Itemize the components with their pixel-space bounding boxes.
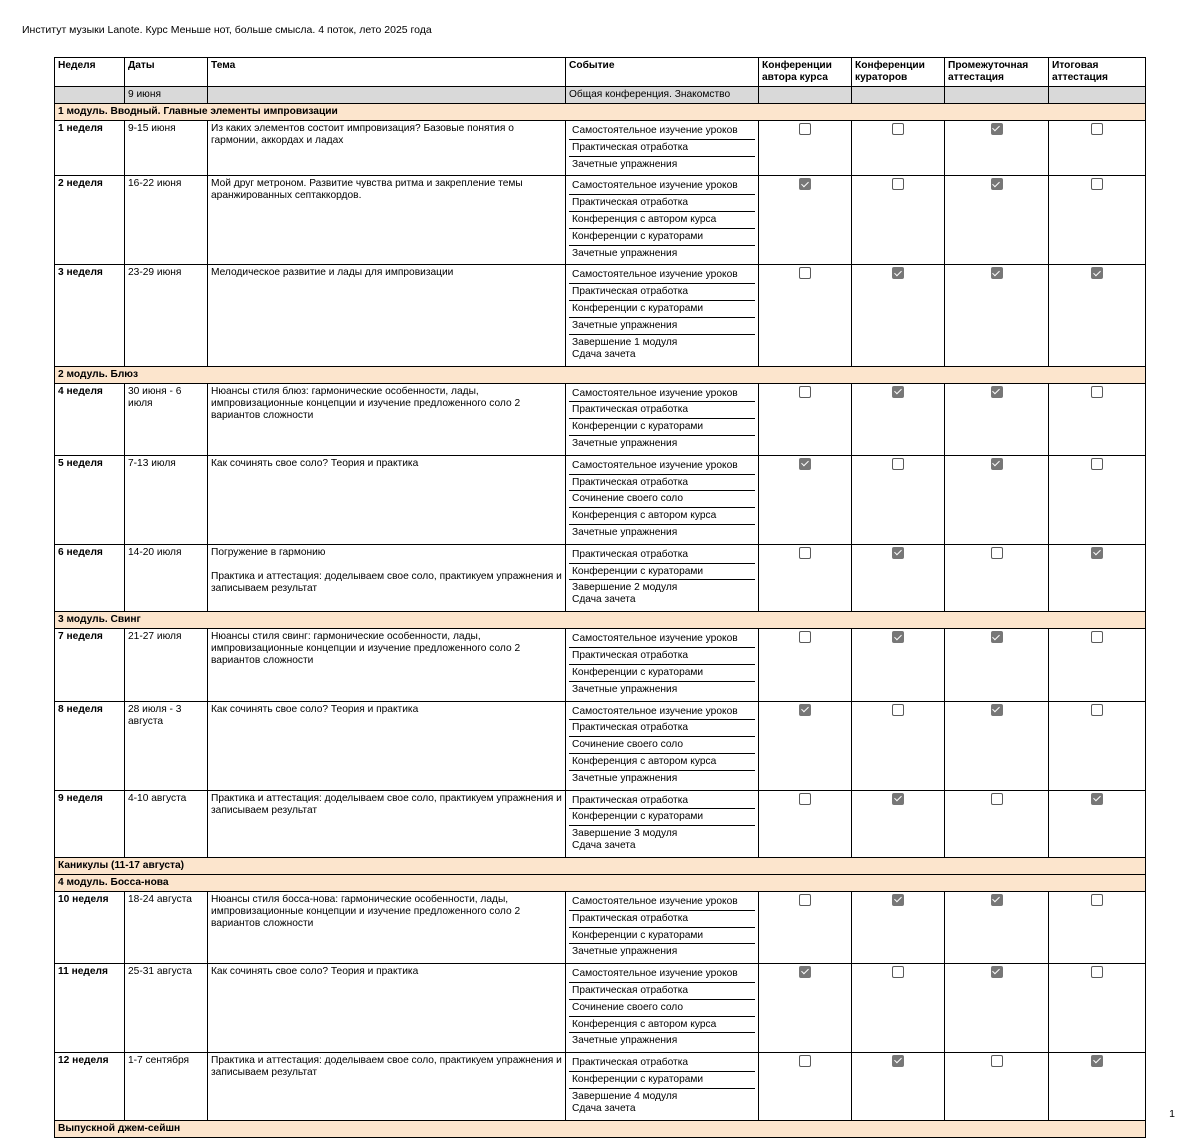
module-row bbox=[55, 366, 1146, 383]
week-dates: 16-22 июня bbox=[125, 176, 208, 265]
author-conference-checkbox-cell bbox=[759, 176, 852, 265]
week-dates: 7-13 июля bbox=[125, 455, 208, 544]
module-label: 2 модуль. Блюз bbox=[55, 366, 1146, 383]
week-events bbox=[566, 121, 759, 176]
final-attestation-checkbox[interactable] bbox=[1091, 704, 1103, 716]
author-conference-checkbox[interactable] bbox=[799, 547, 811, 559]
topic-text: Практика и аттестация: доделываем свое соло, практикуем упражнения и записываем результат bbox=[211, 570, 562, 594]
event-item: Завершение 3 модуля Сдача зачета bbox=[572, 828, 678, 852]
week-row bbox=[55, 121, 1146, 176]
author-conference-checkbox-cell bbox=[759, 701, 852, 790]
week-dates: 25-31 августа bbox=[125, 964, 208, 1053]
author-conference-checkbox[interactable] bbox=[799, 267, 811, 279]
week-label: 1 неделя bbox=[55, 121, 125, 176]
event-item: Самостоятельное изучение уроков bbox=[569, 631, 755, 648]
week-topic bbox=[208, 176, 566, 265]
week-dates: 1-7 сентября bbox=[125, 1053, 208, 1121]
week-topic bbox=[208, 892, 566, 964]
header-final-attestation: Итоговая аттестация bbox=[1049, 58, 1146, 87]
event-item: Практическая отработка bbox=[569, 547, 755, 564]
header-dates: Даты bbox=[125, 58, 208, 87]
week-row bbox=[55, 629, 1146, 701]
module-row bbox=[55, 858, 1146, 875]
module-label: Каникулы (11-17 августа) bbox=[55, 858, 1146, 875]
curator-conference-checkbox-cell bbox=[852, 1053, 945, 1121]
page-number: 1 bbox=[1169, 1108, 1175, 1120]
author-conference-checkbox-cell bbox=[759, 265, 852, 366]
event-item: Сочинение своего соло bbox=[569, 737, 755, 754]
week-row bbox=[55, 176, 1146, 265]
author-conference-checkbox-cell bbox=[759, 790, 852, 858]
header-week: Неделя bbox=[55, 58, 125, 87]
curator-conference-checkbox[interactable] bbox=[892, 1055, 904, 1067]
event-item: Конференция с автором курса bbox=[569, 754, 755, 771]
final-attestation-checkbox-cell bbox=[1049, 1053, 1146, 1121]
intro-date: 9 июня bbox=[125, 87, 208, 104]
week-label: 4 неделя bbox=[55, 383, 125, 455]
author-conference-checkbox[interactable] bbox=[799, 704, 811, 716]
topic-text: Нюансы стиля босса-нова: гармонические особенности, лады, импровизационные концепции и изучение предложенного соло 2 вариантов сложности bbox=[211, 894, 521, 930]
topic-text: Практика и аттестация: доделываем свое соло, практикуем упражнения и записываем результат bbox=[211, 1055, 562, 1079]
curator-conference-checkbox[interactable] bbox=[892, 178, 904, 190]
intermediate-attestation-checkbox[interactable] bbox=[991, 1055, 1003, 1067]
module-label: Выпускной джем-сейшн bbox=[55, 1120, 1146, 1137]
week-events bbox=[566, 383, 759, 455]
curator-conference-checkbox[interactable] bbox=[892, 966, 904, 978]
week-dates: 14-20 июля bbox=[125, 544, 208, 612]
intermediate-attestation-checkbox-cell bbox=[945, 701, 1049, 790]
final-attestation-checkbox[interactable] bbox=[1091, 458, 1103, 470]
final-attestation-checkbox[interactable] bbox=[1091, 793, 1103, 805]
week-dates: 18-24 августа bbox=[125, 892, 208, 964]
week-label: 2 неделя bbox=[55, 176, 125, 265]
event-item: Практическая отработка bbox=[569, 911, 755, 928]
curator-conference-checkbox-cell bbox=[852, 701, 945, 790]
week-row bbox=[55, 455, 1146, 544]
week-dates: 23-29 июня bbox=[125, 265, 208, 366]
author-conference-checkbox[interactable] bbox=[799, 793, 811, 805]
final-attestation-checkbox[interactable] bbox=[1091, 966, 1103, 978]
event-item: Завершение 1 модуля Сдача зачета bbox=[572, 336, 678, 360]
week-dates: 21-27 июля bbox=[125, 629, 208, 701]
intermediate-attestation-checkbox[interactable] bbox=[991, 123, 1003, 135]
topic-text: Мелодическое развитие и лады для импровизации bbox=[211, 267, 454, 279]
author-conference-checkbox[interactable] bbox=[799, 966, 811, 978]
event-item: Практическая отработка bbox=[569, 720, 755, 737]
week-row bbox=[55, 790, 1146, 858]
curator-conference-checkbox[interactable] bbox=[892, 894, 904, 906]
final-attestation-checkbox-cell bbox=[1049, 892, 1146, 964]
author-conference-checkbox[interactable] bbox=[799, 894, 811, 906]
final-attestation-checkbox-cell bbox=[1049, 790, 1146, 858]
header-curator-conferences: Конференции кураторов bbox=[852, 58, 945, 87]
final-attestation-checkbox[interactable] bbox=[1091, 386, 1103, 398]
module-row bbox=[55, 875, 1146, 892]
author-conference-checkbox[interactable] bbox=[799, 1055, 811, 1067]
intermediate-attestation-checkbox[interactable] bbox=[991, 178, 1003, 190]
header-event: Событие bbox=[566, 58, 759, 87]
event-item: Конференция с автором курса bbox=[569, 1017, 755, 1034]
event-item: Сочинение своего соло bbox=[569, 1000, 755, 1017]
curator-conference-checkbox[interactable] bbox=[892, 267, 904, 279]
intermediate-attestation-checkbox-cell bbox=[945, 964, 1049, 1053]
module-label: 4 модуль. Босса-нова bbox=[55, 875, 1146, 892]
author-conference-checkbox-cell bbox=[759, 544, 852, 612]
intermediate-attestation-checkbox[interactable] bbox=[991, 793, 1003, 805]
author-conference-checkbox[interactable] bbox=[799, 631, 811, 643]
week-dates: 30 июня - 6 июля bbox=[125, 383, 208, 455]
event-item: Конференции с кураторами bbox=[569, 229, 755, 246]
final-attestation-checkbox[interactable] bbox=[1091, 267, 1103, 279]
week-label: 12 неделя bbox=[55, 1053, 125, 1121]
event-item: Сочинение своего соло bbox=[569, 491, 755, 508]
curator-conference-checkbox-cell bbox=[852, 790, 945, 858]
author-conference-checkbox-cell bbox=[759, 455, 852, 544]
week-label: 3 неделя bbox=[55, 265, 125, 366]
week-topic bbox=[208, 265, 566, 366]
event-item: Конференции с кураторами bbox=[569, 1072, 755, 1089]
event-item: Конференции с кураторами bbox=[569, 665, 755, 682]
curator-conference-checkbox[interactable] bbox=[892, 547, 904, 559]
week-dates: 9-15 июня bbox=[125, 121, 208, 176]
intermediate-attestation-checkbox[interactable] bbox=[991, 267, 1003, 279]
week-row bbox=[55, 1053, 1146, 1121]
final-attestation-checkbox-cell bbox=[1049, 176, 1146, 265]
week-label: 5 неделя bbox=[55, 455, 125, 544]
curator-conference-checkbox-cell bbox=[852, 964, 945, 1053]
intro-row bbox=[55, 87, 1146, 104]
week-label: 7 неделя bbox=[55, 629, 125, 701]
topic-text: Мой друг метроном. Развитие чувства ритма и закрепление темы аранжированных септаккордов. bbox=[211, 178, 523, 202]
intermediate-attestation-checkbox[interactable] bbox=[991, 386, 1003, 398]
curator-conference-checkbox-cell bbox=[852, 265, 945, 366]
event-item: Конференция с автором курса bbox=[569, 212, 755, 229]
final-attestation-checkbox-cell bbox=[1049, 121, 1146, 176]
week-events bbox=[566, 790, 759, 858]
author-conference-checkbox[interactable] bbox=[799, 386, 811, 398]
author-conference-checkbox[interactable] bbox=[799, 458, 811, 470]
topic-text: Как сочинять свое соло? Теория и практика bbox=[211, 966, 419, 978]
intermediate-attestation-checkbox[interactable] bbox=[991, 704, 1003, 716]
author-conference-checkbox[interactable] bbox=[799, 178, 811, 190]
event-item: Конференции с кураторами bbox=[569, 928, 755, 945]
curator-conference-checkbox-cell bbox=[852, 176, 945, 265]
event-item: Конференции с кураторами bbox=[569, 564, 755, 581]
intermediate-attestation-checkbox-cell bbox=[945, 1053, 1049, 1121]
event-item: Зачетные упражнения bbox=[572, 158, 678, 170]
event-item: Зачетные упражнения bbox=[569, 318, 755, 335]
event-item: Конференции с кураторами bbox=[569, 809, 755, 826]
intermediate-attestation-checkbox-cell bbox=[945, 790, 1049, 858]
week-topic bbox=[208, 790, 566, 858]
week-label: 8 неделя bbox=[55, 701, 125, 790]
final-attestation-checkbox[interactable] bbox=[1091, 631, 1103, 643]
week-events bbox=[566, 629, 759, 701]
event-item: Завершение 4 модуля Сдача зачета bbox=[572, 1090, 678, 1114]
schedule-table bbox=[54, 57, 1146, 1138]
week-label: 10 неделя bbox=[55, 892, 125, 964]
intro-event: Общая конференция. Знакомство bbox=[566, 87, 759, 104]
week-events bbox=[566, 544, 759, 612]
curator-conference-checkbox-cell bbox=[852, 629, 945, 701]
author-conference-checkbox[interactable] bbox=[799, 123, 811, 135]
curator-conference-checkbox-cell bbox=[852, 121, 945, 176]
module-row bbox=[55, 1120, 1146, 1137]
topic-text: Нюансы стиля свинг: гармонические особенности, лады, импровизационные концепции и изучение предложенного соло 2 вариантов сложности bbox=[211, 631, 521, 667]
week-events bbox=[566, 176, 759, 265]
week-topic bbox=[208, 455, 566, 544]
author-conference-checkbox-cell bbox=[759, 892, 852, 964]
week-topic bbox=[208, 629, 566, 701]
topic-text: Как сочинять свое соло? Теория и практика bbox=[211, 703, 419, 715]
final-attestation-checkbox[interactable] bbox=[1091, 547, 1103, 559]
final-attestation-checkbox-cell bbox=[1049, 265, 1146, 366]
author-conference-checkbox-cell bbox=[759, 383, 852, 455]
event-item: Самостоятельное изучение уроков bbox=[569, 704, 755, 721]
week-topic bbox=[208, 544, 566, 612]
event-item: Самостоятельное изучение уроков bbox=[569, 386, 755, 403]
week-events bbox=[566, 964, 759, 1053]
week-topic bbox=[208, 1053, 566, 1121]
curator-conference-checkbox[interactable] bbox=[892, 458, 904, 470]
intermediate-attestation-checkbox-cell bbox=[945, 121, 1049, 176]
week-row bbox=[55, 544, 1146, 612]
event-item: Зачетные упражнения bbox=[572, 247, 678, 259]
event-item: Практическая отработка bbox=[569, 195, 755, 212]
event-item: Практическая отработка bbox=[569, 793, 755, 810]
document-title: Институт музыки Lanote. Курс Меньше нот, больше смысла. 4 поток, лето 2025 года bbox=[22, 24, 432, 36]
week-label: 6 неделя bbox=[55, 544, 125, 612]
curator-conference-checkbox[interactable] bbox=[892, 704, 904, 716]
intermediate-attestation-checkbox[interactable] bbox=[991, 547, 1003, 559]
final-attestation-checkbox-cell bbox=[1049, 629, 1146, 701]
week-events bbox=[566, 1053, 759, 1121]
week-dates: 28 июля - 3 августа bbox=[125, 701, 208, 790]
week-dates: 4-10 августа bbox=[125, 790, 208, 858]
intermediate-attestation-checkbox[interactable] bbox=[991, 894, 1003, 906]
event-item: Зачетные упражнения bbox=[572, 683, 678, 695]
week-topic bbox=[208, 964, 566, 1053]
week-topic bbox=[208, 383, 566, 455]
curator-conference-checkbox[interactable] bbox=[892, 386, 904, 398]
event-item: Самостоятельное изучение уроков bbox=[569, 894, 755, 911]
header-intermediate-attestation: Промежуточная аттестация bbox=[945, 58, 1049, 87]
topic-text: Практика и аттестация: доделываем свое соло, практикуем упражнения и записываем результат bbox=[211, 792, 562, 816]
intermediate-attestation-checkbox-cell bbox=[945, 176, 1049, 265]
final-attestation-checkbox[interactable] bbox=[1091, 178, 1103, 190]
module-row bbox=[55, 612, 1146, 629]
week-row bbox=[55, 701, 1146, 790]
week-row bbox=[55, 383, 1146, 455]
author-conference-checkbox-cell bbox=[759, 121, 852, 176]
event-item: Практическая отработка bbox=[569, 140, 755, 157]
final-attestation-checkbox[interactable] bbox=[1091, 1055, 1103, 1067]
intermediate-attestation-checkbox[interactable] bbox=[991, 966, 1003, 978]
curator-conference-checkbox-cell bbox=[852, 383, 945, 455]
intermediate-attestation-checkbox-cell bbox=[945, 265, 1049, 366]
event-item: Зачетные упражнения bbox=[572, 772, 678, 784]
event-item: Зачетные упражнения bbox=[572, 437, 678, 449]
event-item: Самостоятельное изучение уроков bbox=[569, 966, 755, 983]
module-label: 1 модуль. Вводный. Главные элементы импровизации bbox=[55, 104, 1146, 121]
event-item: Практическая отработка bbox=[569, 475, 755, 492]
final-attestation-checkbox-cell bbox=[1049, 544, 1146, 612]
author-conference-checkbox-cell bbox=[759, 629, 852, 701]
intermediate-attestation-checkbox[interactable] bbox=[991, 631, 1003, 643]
final-attestation-checkbox-cell bbox=[1049, 701, 1146, 790]
author-conference-checkbox-cell bbox=[759, 964, 852, 1053]
curator-conference-checkbox[interactable] bbox=[892, 631, 904, 643]
header-topic: Тема bbox=[208, 58, 566, 87]
final-attestation-checkbox[interactable] bbox=[1091, 894, 1103, 906]
curator-conference-checkbox-cell bbox=[852, 544, 945, 612]
event-item: Зачетные упражнения bbox=[572, 526, 678, 538]
intermediate-attestation-checkbox-cell bbox=[945, 383, 1049, 455]
module-label: 3 модуль. Свинг bbox=[55, 612, 1146, 629]
week-row bbox=[55, 892, 1146, 964]
author-conference-checkbox-cell bbox=[759, 1053, 852, 1121]
event-item: Завершение 2 модуля Сдача зачета bbox=[572, 582, 678, 606]
week-events bbox=[566, 701, 759, 790]
header-author-conferences: Конференции автора курса bbox=[759, 58, 852, 87]
intermediate-attestation-checkbox-cell bbox=[945, 455, 1049, 544]
topic-text: Нюансы стиля блюз: гармонические особенности, лады, импровизационные концепции и изучение предложенного соло 2 вариантов сложности bbox=[211, 385, 521, 421]
event-item: Практическая отработка bbox=[569, 648, 755, 665]
final-attestation-checkbox-cell bbox=[1049, 383, 1146, 455]
intermediate-attestation-checkbox-cell bbox=[945, 544, 1049, 612]
event-item: Самостоятельное изучение уроков bbox=[569, 178, 755, 195]
event-item: Конференция с автором курса bbox=[569, 508, 755, 525]
curator-conference-checkbox-cell bbox=[852, 892, 945, 964]
curator-conference-checkbox[interactable] bbox=[892, 123, 904, 135]
week-events bbox=[566, 892, 759, 964]
event-item: Самостоятельное изучение уроков bbox=[569, 267, 755, 284]
week-label: 9 неделя bbox=[55, 790, 125, 858]
final-attestation-checkbox-cell bbox=[1049, 455, 1146, 544]
event-item: Самостоятельное изучение уроков bbox=[569, 123, 755, 140]
week-row bbox=[55, 265, 1146, 366]
final-attestation-checkbox[interactable] bbox=[1091, 123, 1103, 135]
topic-text: Как сочинять свое соло? Теория и практика bbox=[211, 457, 419, 469]
week-topic bbox=[208, 121, 566, 176]
event-item: Практическая отработка bbox=[569, 983, 755, 1000]
week-label: 11 неделя bbox=[55, 964, 125, 1053]
intermediate-attestation-checkbox-cell bbox=[945, 629, 1049, 701]
week-row bbox=[55, 964, 1146, 1053]
intermediate-attestation-checkbox-cell bbox=[945, 892, 1049, 964]
event-item: Конференции с кураторами bbox=[569, 301, 755, 318]
event-item: Зачетные упражнения bbox=[572, 1035, 678, 1047]
week-events bbox=[566, 455, 759, 544]
week-events bbox=[566, 265, 759, 366]
event-item: Самостоятельное изучение уроков bbox=[569, 458, 755, 475]
topic-text: Погружение в гармонию bbox=[211, 546, 326, 558]
event-item: Конференции с кураторами bbox=[569, 419, 755, 436]
curator-conference-checkbox-cell bbox=[852, 455, 945, 544]
curator-conference-checkbox[interactable] bbox=[892, 793, 904, 805]
header-row bbox=[55, 58, 1146, 87]
event-item: Практическая отработка bbox=[569, 284, 755, 301]
event-item: Практическая отработка bbox=[569, 1055, 755, 1072]
event-item: Зачетные упражнения bbox=[572, 946, 678, 958]
module-row bbox=[55, 104, 1146, 121]
final-attestation-checkbox-cell bbox=[1049, 964, 1146, 1053]
week-topic bbox=[208, 701, 566, 790]
topic-text: Из каких элементов состоит импровизация? Базовые понятия о гармонии, аккордах и ладах bbox=[211, 123, 514, 146]
intermediate-attestation-checkbox[interactable] bbox=[991, 458, 1003, 470]
event-item: Практическая отработка bbox=[569, 402, 755, 419]
